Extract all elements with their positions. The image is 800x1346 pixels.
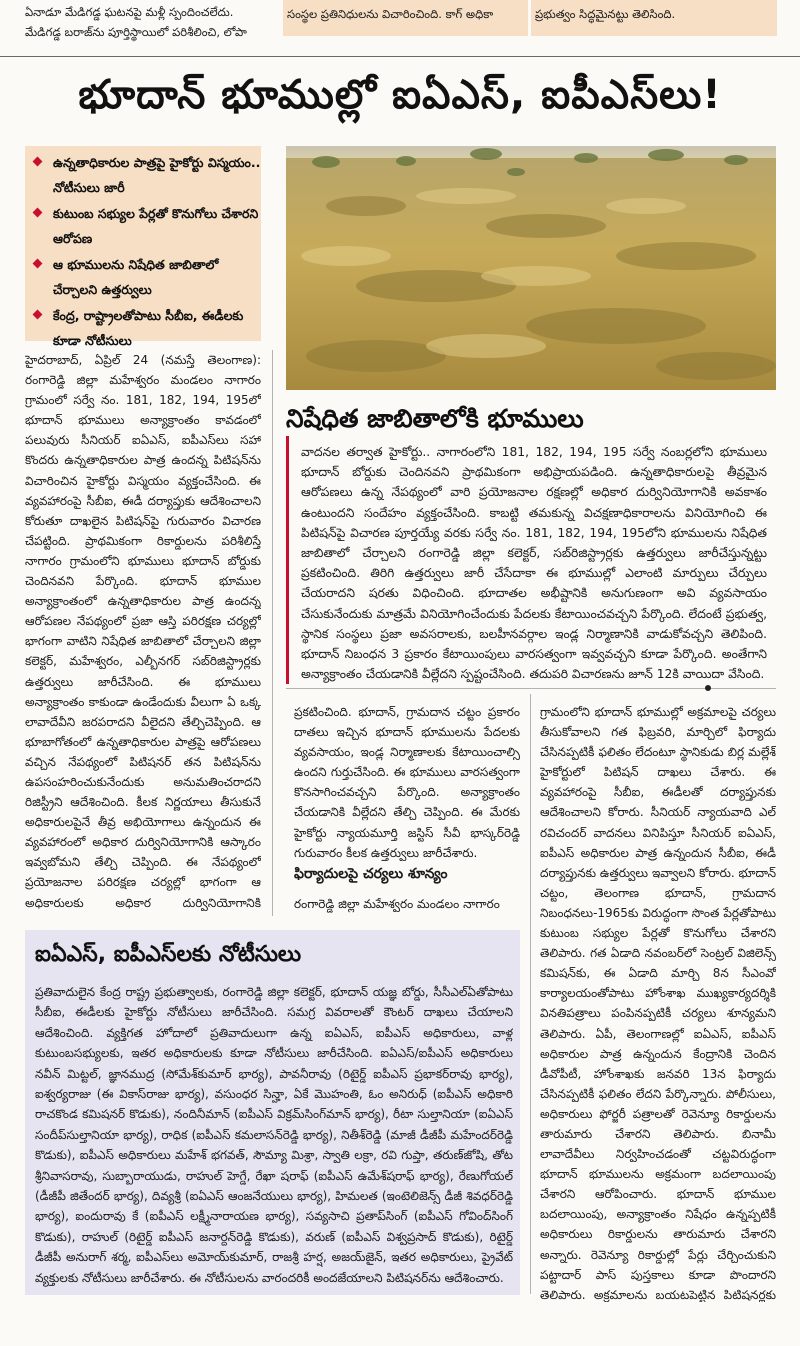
notices-text: ప్రతివాదులైన కేంద్ర రాష్ట్ర ప్రభుత్వాలకు, రంగారెడ్డి జిల్లా కలెక్టర్, భూదాన్ యజ్ఞ బోర్డు, సీసీఎల్ఏతోపాటు సీబీఐ, ఈడీలకు హైకోర్టు నోటీసులు జారీచేసింది. సమగ్ర వివరాలతో కౌంటర్ దాఖలు చేయాలని ఆదేశించింది. వ్యక్తిగత హోదాలో ప్రతివాదులుగా ఉన్న ఐఏఎస్, ఐపీఎస్ అధికారులు, వాళ్ల కుటుంబసభ్యులకు, ఇతర అధికారులకు కూడా నోటీసులు జారీచేసింది. ఐఏఎస్/ఐపీఎస్ అధికారులు నవీన్ మిట్టల్, జ్ఞానముద్ర (సోమేశ్‌కుమార్ భార్య), పావనీరావు (రిటైర్డ్ ఐపీఎస్ ప్రభాకర్‌రావు భార్య), ఐశ్వర్యరాజు (ఈ వికాస్‌రాజు భార్య), వసుంధర సిన్హా, ఏకే మొహంతి, ఓం అనిరుధ్ (ఐపీఎస్ అధికారి రాచకొండ కమిషనర్ కొడుకు), నందినీమాన్ (ఐపీఎస్ విక్రమ్‌సింగ్‌మాన్ భార్య), రీటా సుల్తానియా (ఐఏఎస్ సందీప్‌సుల్తానియా భార్య), రాధిక (ఐపీఎస్ కమలాసన్‌రెడ్డి భార్య), నితీశ్‌రెడ్డి (మాజీ డీజీపీ మహేందర్‌రెడ్డి కొడుకు), ఐపీఎస్ అధికారులు మహేశ్ భగవత్, సౌమ్యా మిశ్రా, స్వాతి లక్రా, రవి గుప్తా, తరుణ్‌జోషి, తోట శ్రీనివాసరావు, సుబ్బారాయుడు, రాహుల్ హెగ్డే, రేఖా షరాఫ్ (ఐపీఎస్ ఉమేశ్‌షరాఫ్ భార్య), రేణుగోయల్ (డీజీపీ జితేందర్ భార్య), దివ్యశ్రీ (ఐఏఎస్ ఆంజనేయులు భార్య), హిమలత (ఇంటెలిజెన్స్ డీజీ శివధర్‌రెడ్డి భార్య), ఐందురావు కే (ఐపీఎస్ లక్ష్మీనారాయణ భార్య), సవ్యసాచి ప్రతాప్‌సింగ్ (ఐపీఎస్ గోవింద్‌సింగ్ కొడుకు), రాహుల్ (రిటైర్డ్ ఐపీఎస్ జనార్దన్‌రెడ్డి కొడుకు), వరుణ్ (ఐపీఎస్ విశ్వప్రసాద్ కొడుకు), రిటైర్డ్ డీజీపీ అనురాగ్ శర్మ, ఐపీఎస్‌లు అమోయ్‌కుమార్, రాజశ్రీ హర్ష, అజయ్‌జైన్, ఇతర అధికారులు, ప్రైవేట్ వ్యక్తులకు నోటీసులు జారీచేశారు. ఈ నోటీసులను వారందరికీ అందజేయాలని పిటిషనర్‌ను ఆదేశించారు.	[35, 985, 513, 1285]
highlight-item	[25, 150, 261, 200]
top-strip-middle: సంస్థల ప్రతినిధులను విచారించింది. కాగ్ అధికా	[287, 7, 494, 21]
highlight-text: కేంద్ర, రాష్ట్రాలతోపాటు సీబీఐ, ఈడీలకు కూడా నోటీసులు	[53, 308, 244, 348]
notices-box	[25, 930, 520, 1295]
highlight-text: ఆ భూములను నిషేధిత జాబితాలో చేర్చాలని ఉత్తర్వులు	[53, 257, 219, 297]
prohibited-list-box	[286, 436, 776, 684]
column-divider	[286, 688, 776, 689]
column-divider	[530, 694, 531, 1294]
highlight-text: ఉన్నతాధికారుల పాత్రపై హైకోర్టు విస్మయం.. నోటీసులు జారీ	[53, 155, 261, 195]
highlights-box	[25, 146, 261, 348]
left-column-text: హైదరాబాద్, ఏప్రిల్ 24 (నమస్తే తెలంగాణ): రంగారెడ్డి జిల్లా మహేశ్వరం మండలం నాగారం గ్రామంలో సర్వే నం. 181, 182, 194, 195లో భూదాన్ భూములు అన్యాక్రాంతం కావడంలో పలువురు సీనియర్ ఐఏఎస్, ఐపీఎస్‌లు సహా కొందరు ఉన్నతాధికారుల పాత్ర ఉందన్న పిటిషన్‌ను విచారించిన హైకోర్టు విస్మయం వ్యక్తంచేసింది. ఈ వ్యవహారంపై సీబీఐ, ఈడీ దర్యాప్తుకు ఆదేశించాలని కోరుతూ దాఖలైన పిటిషన్‌పై గురువారం విచారణ చేపట్టింది. ప్రాథమికంగా రికార్డులను పరిశీలిస్తే నాగారం గ్రామంలోని భూములు భూదాన్ బోర్డుకు చెందినవని పేర్కొంది. భూదాన్ భూముల అన్యాక్రాంతంలో ఉన్నతాధికారుల పాత్ర ఉందన్న ఆరోపణల నేపథ్యంలో ప్రజా ఆస్తి పరిరక్షణ చర్యల్లో భాగంగా వాటిని నిషేధిత జాబితాలో చేర్చాలని జిల్లా కలెక్టర్, మహేశ్వరం, ఎల్బీనగర్ సబ్‌రిజిస్ట్రార్లకు ఉత్తర్వులు జారీచేసింది. ఈ భూములు అన్యాక్రాంతం కాకుండా ఉండేందుకు వీలుగా ఏ ఒక్క లావాదేవీని జరపరాదని వీలైదని తేల్చిచెప్పింది. ఆ భూబాగోతంలో ఉన్నతాధికారుల పాత్రపై ఆరోపణలు వచ్చిన నేపథ్యంలో పిటిషనర్ తన పిటిషన్‌ను ఉపసంహరించుకునేందుకు అనుమతించరాదని రిజిస్ట్రీని ఆదేశించింది. కీలక నిర్ణయాలు తీసుకునే అధికారులపైనే తీవ్ర అభియోగాలు ఉన్నందున ఈ వ్యవహారంలో అధికార దుర్వినియోగానికి ఆస్కారం ఇవ్వబోమని తేల్చి చెప్పింది. ఈ నేపథ్యంలో ప్రయోజనాల పరిరక్షణ చర్యల్లో భాగంగా ఆ అధికారులకు అధికార దుర్వినియోగానికి	[25, 353, 261, 910]
highlight-item	[25, 252, 261, 302]
highlight-text: కుటుంబ సభ్యుల పేర్లతో కొనుగోలు చేశారని ఆరోపణ	[53, 206, 259, 246]
top-strip-right-box	[531, 0, 777, 36]
middle-column-lead: రంగారెడ్డి జిల్లా మహేశ్వరం మండలం నాగారం	[294, 897, 500, 911]
bullet-diamond-icon	[33, 208, 43, 218]
top-strip-middle-box	[283, 0, 528, 36]
separator-dot-icon	[705, 685, 711, 691]
bullet-diamond-icon	[33, 259, 43, 269]
prohibited-list-text: వాదనల తర్వాత హైకోర్టు.. నాగారంలోని 181, 182, 194, 195 సర్వే నంబర్లలోని భూములు భూదాన్ బోర్డుకు చెందినవని ప్రాథమికంగా అభిప్రాయపడింది. ఉన్నతాధికారులపై తీవ్రమైన ఆరోపణలు ఉన్న నేపథ్యంలో వారి ప్రయోజనాల రక్షణల్లో అధికార దుర్వినియోగానికి అవకాశం ఉంటుందని సందేహం వ్యక్తంచేసింది. కాబట్టి తమకున్న విచక్షణాధికారాలను వినియోగించి ఈ పిటిషన్‌పై విచారణ పూర్తయ్యే వరకు సర్వే నం. 181, 182, 194, 195లోని భూములను నిషేధిత జాబితాలో చేర్చాలని రంగారెడ్డి జిల్లా కలెక్టర్, సబ్‌రిజిస్ట్రార్లకు ఉత్తర్వులు జారీచేస్తున్నట్టు ప్రకటించింది. తిరిగి ఉత్తర్వులు జారీ చేసేదాకా ఈ భూముల్లో ఎలాంటి మార్పులు చేర్పులు చేయరాదని షరతు విధించింది. భూదాతల అభీష్టానికి అనుగుణంగా అవి వ్యవసాయం చేసుకునేందుకు మాత్రమే వినియోగించేందుకు పేదలకు కేటాయించవచ్చని పేర్కొంది. లేదంటే ప్రభుత్వ, స్థానిక సంస్థలు ప్రజా అవసరాలకు, బలహీనవర్గాల ఇండ్ల నిర్మాణానికి వాడుకోవచ్చని తెలిపింది. భూదాన్ నిబంధన 3 ప్రకారం కేటాయింపులు వారసత్వంగా ఇవ్వవచ్చని కూడా పేర్కొంది. అంతేగాని అన్యాక్రాంతం చేయడానికి వీల్లేదని స్పష్టంచేసింది. తదుపరి విచారణను జూన్ 12కి వాయిదా వేసింది.	[301, 445, 767, 682]
top-strip-left: ఏనాడూ మేడిగడ్డ ఘటనపై మళ్లీ స్పందించలేదు. మేడిగడ్డ బరాజ్‌ను పూర్తిస్థాయిలో పరిశీలించి, లోపా	[25, 5, 247, 39]
highlight-item	[25, 303, 261, 353]
middle-column-text: ప్రకటించింది. భూదాన్, గ్రామదాన చట్టం ప్రకారం దాతలు ఇచ్చిన భూదాన్ భూములను పేదలకు వ్యవసాయం, ఇండ్ల నిర్మాణాలకు కేటాయించాల్సి ఉందని గుర్తుచేసింది. ఈ భూములు వారసత్వంగా కొనసాగించవచ్చని పేర్కొంది. అన్యాక్రాంతం చేయడానికి వీల్లేదని తేల్చి చెప్పింది. ఈ మేరకు హైకోర్టు న్యాయమూర్తి జస్టిస్ సీవీ భాస్కర్‌రెడ్డి గురువారం కీలక ఉత్తర్వులు జారీచేశారు.	[294, 705, 520, 860]
land-photo	[286, 146, 776, 390]
subhead-complaints: ఫిర్యాదులపై చర్యలు శూన్యం	[294, 866, 448, 882]
bullet-diamond-icon	[33, 310, 43, 320]
bullet-diamond-icon	[33, 157, 43, 167]
notices-title: ఐఏఎస్, ఐపీఎస్‌లకు నోటీసులు	[35, 942, 302, 967]
column-divider	[272, 350, 273, 916]
right-column-text: గ్రామంలోని భూదాన్ భూముల్లో అక్రమాలపై చర్యలు తీసుకోవాలని గత ఫిబ్రవరి, మార్చిలో ఫిర్యాదు చేసినప్పటికీ ఫలితం లేదంటూ స్థానికుడు బిర్ల మల్లేశ్ హైకోర్టులో పిటిషన్ దాఖలు చేశారు. ఈ వ్యవహారంపై సీబీఐ, ఈడీలతో దర్యాప్తునకు ఆదేశించాలని కోరారు. సీనియర్ న్యాయవాది ఎల్ రవిచందర్ వాదనలు వినిపిస్తూ సీనియర్ ఐఏఎస్, ఐపీఎస్ అధికారుల పాత్ర ఉన్నందున సీబీఐ, ఈడీ దర్యాప్తునకు ఉత్తర్వులు ఇవ్వాలని కోరారు. భూదాన్ చట్టం, తెలంగాణ భూదాన్, గ్రామదాన నిబంధనలు-1965కు విరుద్ధంగా సొంత పేర్లతోపాటు కుటుంబ సభ్యుల పేర్లతో కొనుగోలు చేశారని తెలిపారు. గత ఏడాది నవంబర్‌లో సెంట్రల్ విజిలెన్స్ కమిషన్‌కు, ఈ ఏడాది మార్చి 8న సీఎంవో కార్యాలయంతోపాటు హోంశాఖ ముఖ్యకార్యదర్శికి వినతిపత్రాలు పంపినప్పటికీ చర్యలు శూన్యమని తెలిపారు. ఏపీ, తెలంగాణల్లో ఐఏఎస్, ఐపీఎస్ అధికారుల పాత్ర ఉన్నందున కేంద్రానికి చెందిన డీవోపీటీ, హోంశాఖకు జనవరి 13న ఫిర్యాదు చేసినప్పటికీ ఫలితం లేదని పేర్కొన్నారు. పోలీసులు, అధికారులు ఫోర్జరీ పత్రాలతో రెవెన్యూ రికార్డులను తారుమారు చేశారని తెలిపారు. బినామీ లావాదేవీలు నిర్వహించడంతో చట్టవిరుద్ధంగా భూదాన్ భూములను అక్రమంగా బదలాయింపు చేశారని ఆరోపించారు. భూదాన్ భూముల బదలాయింపు, అన్యాక్రాంతం నిషేధం ఉన్నప్పటికీ అధికారులు రికార్డులను తారుమారు చేశారని అన్నారు. రెవెన్యూ రికార్డుల్లో పేర్లు చేర్చించుకుని పట్టాదార్ పాస్ పుస్తకాలు కూడా పొందారని తెలిపారు. అక్రమాలను బయటపెట్టిన పిటిషనర్లకు	[540, 705, 776, 1302]
top-strip-right: ప్రభుత్వం సిద్ధమైనట్టు తెలిసింది.	[535, 7, 676, 21]
headline: భూదాన్ భూముల్లో ఐఏఎస్, ఐపీఎస్‌లు!	[78, 72, 722, 118]
highlight-item	[25, 201, 261, 251]
subhead-prohibited-list: నిషేధిత జాబితాలోకి భూములు	[286, 404, 584, 433]
top-divider	[0, 56, 800, 57]
